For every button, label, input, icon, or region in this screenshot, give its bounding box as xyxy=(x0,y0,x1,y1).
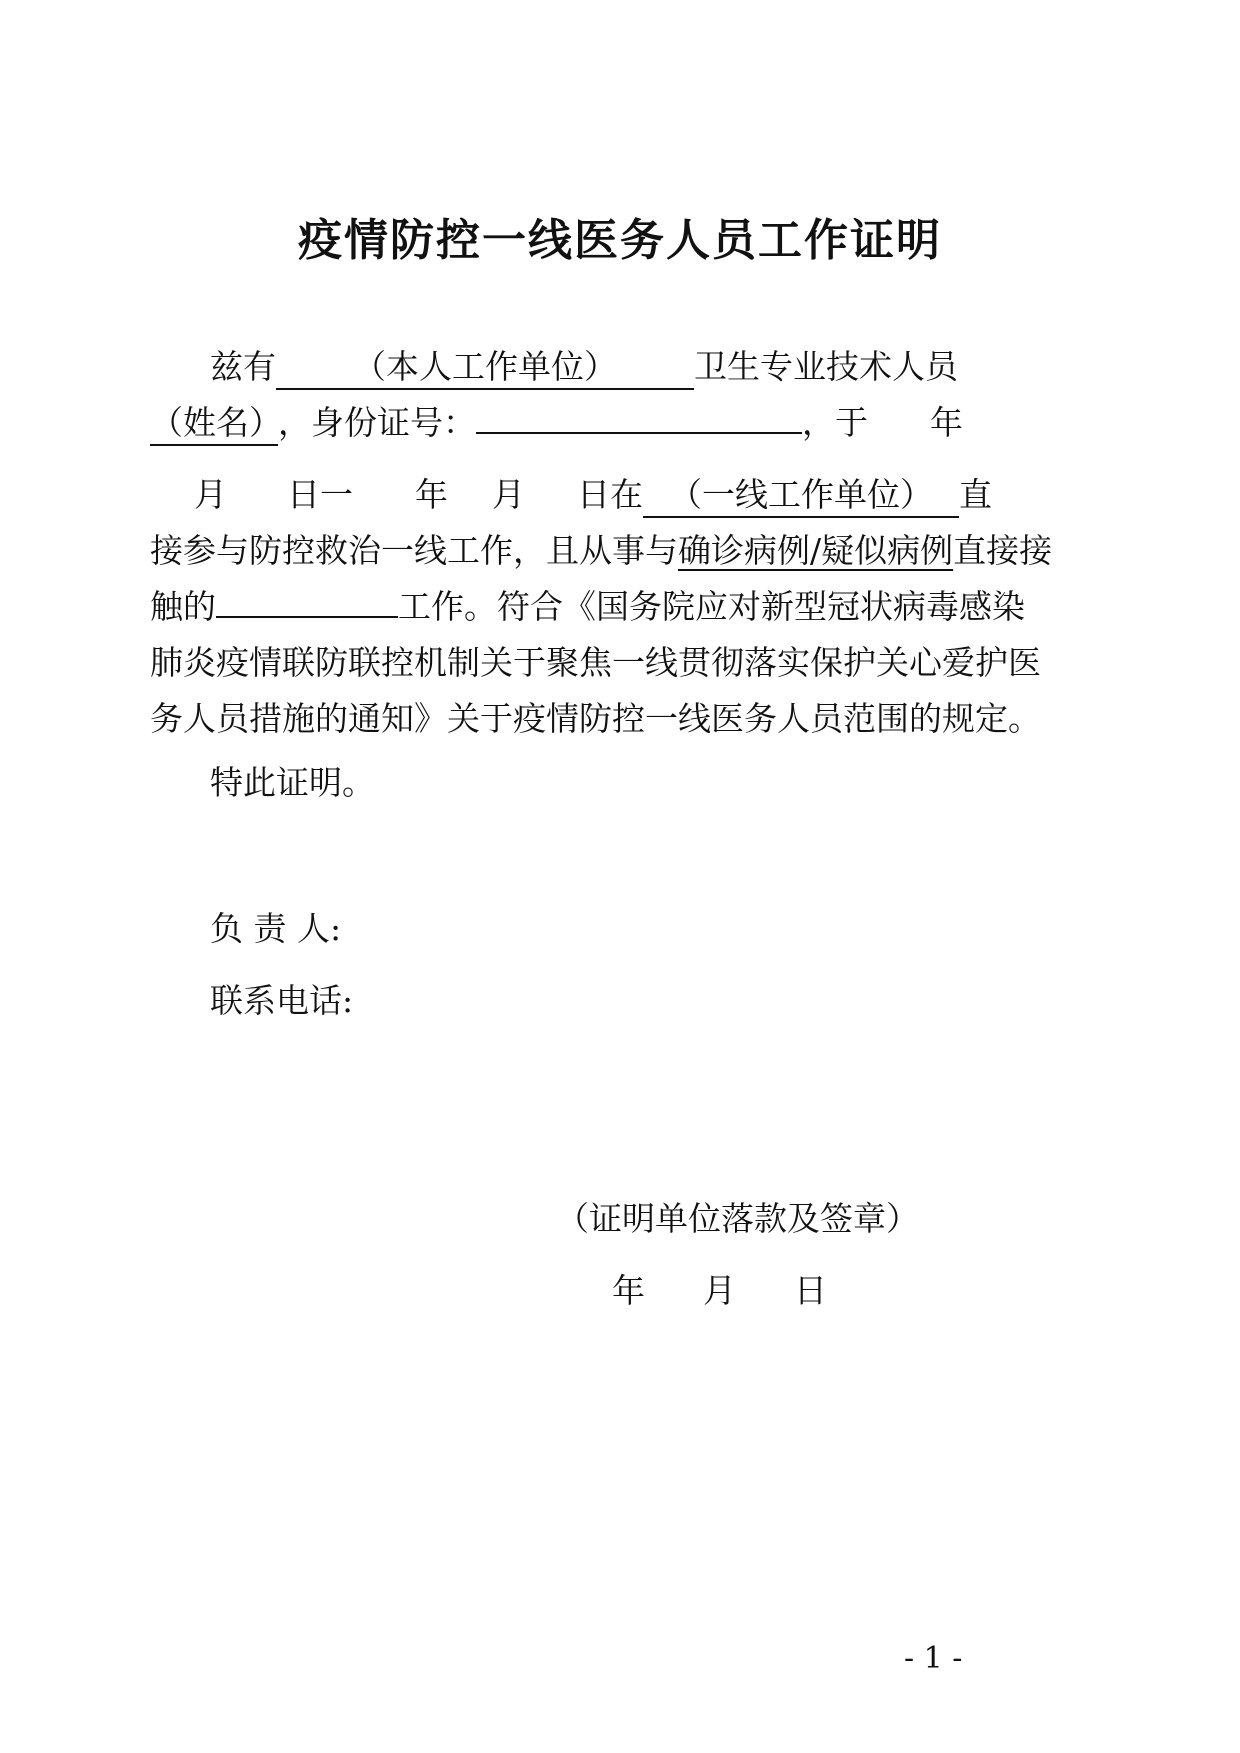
body-line-4 xyxy=(150,530,1052,572)
profession-text: 卫生专业技术人员 xyxy=(694,347,958,386)
intro-text: 兹有 xyxy=(210,347,276,386)
day-at-label: 日在 xyxy=(577,475,643,514)
duty-text: 接参与防控救治一线工作，且从事与 xyxy=(150,531,678,570)
year-label: 年 xyxy=(930,403,963,442)
name-field[interactable]: （姓名） xyxy=(150,402,278,446)
phone-label: 联系电话: xyxy=(210,981,354,1020)
since-label: ，于 xyxy=(802,403,868,442)
body-line-7: 务人员措施的通知》关于疫情防控一线医务人员范围的规定。 xyxy=(150,699,1041,738)
body-line-1 xyxy=(210,346,958,390)
body-line-6: 肺炎疫情联防联控机制关于聚焦一线贯彻落实保护关心爱护医 xyxy=(150,643,1041,682)
direct-text: 直 xyxy=(959,475,992,514)
seal-note: （证明单位落款及签章） xyxy=(556,1199,919,1238)
body-line-2 xyxy=(150,402,963,446)
day-dash-label: 日一 xyxy=(287,475,353,514)
id-label: ，身份证号： xyxy=(278,403,476,442)
work-type-blank[interactable] xyxy=(216,586,398,618)
sign-month-label: 月 xyxy=(703,1271,736,1310)
contact-text: 直接接 xyxy=(953,531,1053,570)
sign-year-label: 年 xyxy=(612,1271,645,1310)
closing-text: 特此证明。 xyxy=(210,763,375,802)
contact-prefix: 触的 xyxy=(150,587,216,626)
page-title: 疫情防控一线医务人员工作证明 xyxy=(298,215,942,266)
page-number: - 1 - xyxy=(904,1641,963,1676)
body-line-3 xyxy=(194,474,992,518)
frontline-unit-field[interactable]: （一线工作单位） xyxy=(643,474,959,518)
month-label: 月 xyxy=(194,475,227,514)
id-number-blank[interactable] xyxy=(476,402,802,434)
work-unit-field[interactable]: （本人工作单位） xyxy=(276,346,694,390)
regulation-text: 工作。符合《国务院应对新型冠状病毒感染 xyxy=(398,587,1025,626)
signature-date xyxy=(612,1270,827,1312)
body-line-5 xyxy=(150,586,1025,628)
month-label-2: 月 xyxy=(492,475,525,514)
case-type-text: 确诊病例/疑似病例 xyxy=(678,531,954,570)
responsible-label: 负 责 人: xyxy=(210,909,342,948)
year-label-2: 年 xyxy=(415,475,448,514)
sign-day-label: 日 xyxy=(794,1271,827,1310)
